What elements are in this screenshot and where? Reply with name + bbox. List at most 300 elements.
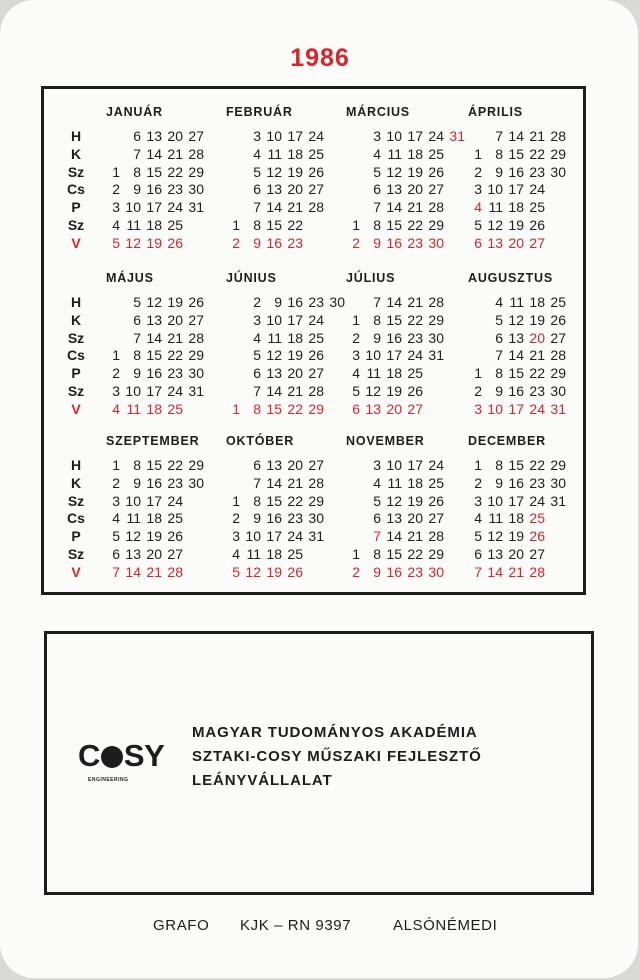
date-cell: 9	[133, 365, 141, 382]
date-cell: 28	[428, 528, 444, 545]
date-cell: 3	[112, 383, 120, 399]
date-cell: 9	[373, 329, 381, 346]
date-cell: 1	[112, 457, 120, 473]
date-cell: 2	[112, 365, 120, 382]
date-cell: 8	[253, 492, 261, 509]
date-cell: 13	[487, 234, 503, 251]
date-cell: 10	[266, 311, 282, 328]
date-cell: 26	[407, 383, 423, 399]
org-line-1: MAGYAR TUDOMÁNYOS AKADÉMIA	[192, 724, 478, 741]
date-cell: 6	[474, 234, 482, 251]
day-label: P	[71, 365, 81, 382]
date-cell: 31	[550, 492, 566, 509]
date-cell: 12	[386, 163, 402, 180]
date-cell: 1	[352, 217, 360, 233]
day-label: Cs	[67, 510, 85, 527]
day-label: Sz	[67, 492, 85, 509]
date-cell: 1	[112, 347, 120, 364]
date-cell: 10	[386, 128, 402, 144]
date-cell: 25	[308, 329, 324, 346]
date-cell: 11	[126, 217, 141, 233]
date-cell: 6	[133, 128, 141, 144]
date-cell: 5	[373, 163, 381, 180]
date-cell: 10	[365, 347, 381, 364]
date-cell: 3	[352, 347, 360, 364]
date-cell: 24	[428, 457, 444, 473]
date-cell: 2	[474, 163, 482, 180]
date-cell: 17	[146, 383, 162, 399]
date-cell: 18	[287, 329, 303, 346]
date-cell: 10	[245, 528, 261, 545]
date-cell: 9	[133, 474, 141, 491]
date-cell: 27	[428, 181, 444, 198]
date-cell: 11	[267, 145, 282, 162]
date-cell: 10	[386, 457, 402, 473]
date-cell: 19	[287, 163, 303, 180]
date-cell: 30	[550, 474, 566, 491]
date-cell: 11	[488, 199, 503, 216]
date-cell: 14	[386, 294, 402, 310]
date-cell: 13	[487, 546, 503, 562]
cosy-logo	[78, 736, 178, 786]
date-cell: 21	[407, 294, 423, 310]
date-cell: 27	[308, 365, 324, 382]
date-cell: 6	[495, 329, 503, 346]
date-cell: 7	[373, 199, 381, 216]
date-cell: 24	[308, 311, 324, 328]
day-label: V	[71, 400, 81, 417]
date-cell: 2	[352, 329, 360, 346]
date-cell: 5	[253, 163, 261, 180]
date-cell: 25	[550, 294, 566, 310]
date-cell: 14	[266, 383, 282, 399]
date-cell: 1	[474, 145, 482, 162]
date-cell: 31	[449, 128, 465, 144]
date-cell: 29	[308, 400, 324, 417]
date-cell: 17	[508, 492, 524, 509]
date-cell: 3	[474, 181, 482, 198]
date-cell: 17	[146, 492, 162, 509]
date-cell: 7	[133, 145, 141, 162]
date-cell: 6	[373, 181, 381, 198]
month-name: JÚNIUS	[226, 271, 277, 285]
date-cell: 6	[253, 365, 261, 382]
date-cell: 18	[407, 145, 423, 162]
date-cell: 20	[146, 546, 162, 562]
date-cell: 15	[146, 347, 162, 364]
date-cell: 11	[126, 400, 141, 417]
date-cell: 15	[508, 145, 524, 162]
footer-code: KJK – RN 9397	[240, 917, 352, 934]
month-name: AUGUSZTUS	[468, 271, 553, 285]
date-cell: 27	[308, 457, 324, 473]
date-cell: 7	[474, 563, 482, 580]
date-cell: 21	[407, 199, 423, 216]
date-cell: 17	[266, 528, 282, 545]
date-cell: 29	[188, 163, 204, 180]
date-cell: 19	[146, 528, 162, 545]
date-cell: 19	[287, 347, 303, 364]
date-cell: 23	[407, 234, 423, 251]
month-name: OKTÓBER	[226, 434, 295, 448]
date-cell: 16	[386, 563, 402, 580]
day-label: P	[71, 199, 81, 216]
date-cell: 11	[246, 546, 261, 562]
date-cell: 20	[529, 329, 545, 346]
month-name: JANUÁR	[106, 105, 163, 119]
date-cell: 23	[308, 294, 324, 310]
date-cell: 7	[495, 347, 503, 364]
date-cell: 19	[407, 163, 423, 180]
date-cell: 17	[386, 347, 402, 364]
date-cell: 3	[253, 311, 261, 328]
date-cell: 26	[167, 234, 183, 251]
date-cell: 21	[529, 128, 545, 144]
date-cell: 5	[232, 563, 240, 580]
date-cell: 24	[529, 181, 545, 198]
date-cell: 3	[232, 528, 240, 545]
date-cell: 14	[266, 199, 282, 216]
date-cell: 22	[407, 217, 423, 233]
date-cell: 12	[125, 234, 141, 251]
day-label: K	[70, 145, 82, 162]
date-cell: 27	[550, 329, 566, 346]
date-cell: 23	[287, 510, 303, 527]
date-cell: 20	[167, 128, 183, 144]
date-cell: 13	[146, 311, 162, 328]
date-cell: 4	[373, 145, 381, 162]
date-cell: 4	[112, 217, 120, 233]
date-cell: 20	[508, 546, 524, 562]
date-cell: 30	[428, 234, 444, 251]
date-cell: 15	[386, 546, 402, 562]
date-cell: 25	[407, 365, 423, 382]
day-label: V	[71, 234, 81, 251]
date-cell: 13	[125, 546, 141, 562]
date-cell: 30	[428, 563, 444, 580]
date-cell: 18	[529, 294, 545, 310]
date-cell: 20	[287, 457, 303, 473]
date-cell: 9	[373, 234, 381, 251]
date-cell: 13	[266, 365, 282, 382]
date-cell: 14	[146, 329, 162, 346]
date-cell: 19	[266, 563, 282, 580]
date-cell: 1	[232, 492, 240, 509]
date-cell: 14	[386, 528, 402, 545]
date-cell: 4	[495, 294, 503, 310]
date-cell: 14	[386, 199, 402, 216]
date-cell: 26	[167, 528, 183, 545]
day-label: K	[70, 474, 82, 491]
date-cell: 8	[253, 400, 261, 417]
logo-subtitle: ENGINEERING	[88, 777, 129, 783]
date-cell: 4	[373, 474, 381, 491]
date-cell: 13	[146, 128, 162, 144]
date-cell: 30	[550, 163, 566, 180]
date-cell: 16	[508, 383, 524, 399]
date-cell: 30	[188, 474, 204, 491]
date-cell: 2	[352, 234, 360, 251]
date-cell: 1	[474, 457, 482, 473]
date-cell: 15	[146, 457, 162, 473]
day-label: Sz	[67, 383, 85, 399]
date-cell: 27	[529, 546, 545, 562]
date-cell: 12	[508, 311, 524, 328]
date-cell: 22	[529, 365, 545, 382]
date-cell: 6	[352, 400, 360, 417]
date-cell: 29	[550, 365, 566, 382]
date-cell: 25	[428, 474, 444, 491]
date-cell: 2	[232, 510, 240, 527]
month-name: FEBRUÁR	[226, 105, 293, 119]
date-cell: 22	[167, 347, 183, 364]
date-cell: 5	[112, 528, 120, 545]
date-cell: 6	[112, 546, 120, 562]
date-cell: 9	[495, 474, 503, 491]
date-cell: 21	[287, 383, 303, 399]
date-cell: 20	[287, 365, 303, 382]
date-cell: 9	[495, 163, 503, 180]
date-cell: 20	[386, 400, 402, 417]
date-cell: 27	[407, 400, 423, 417]
date-cell: 14	[146, 145, 162, 162]
date-cell: 7	[253, 474, 261, 491]
date-cell: 3	[112, 492, 120, 509]
date-cell: 23	[287, 234, 303, 251]
date-cell: 8	[133, 163, 141, 180]
date-cell: 15	[508, 365, 524, 382]
date-cell: 22	[167, 163, 183, 180]
org-line-3: LEÁNYVÁLLALAT	[192, 772, 333, 789]
date-cell: 19	[508, 217, 524, 233]
date-cell: 11	[509, 294, 524, 310]
date-cell: 18	[146, 400, 162, 417]
date-cell: 16	[386, 329, 402, 346]
date-cell: 12	[266, 347, 282, 364]
date-cell: 22	[167, 457, 183, 473]
date-cell: 5	[474, 528, 482, 545]
date-cell: 13	[365, 400, 381, 417]
date-cell: 15	[386, 217, 402, 233]
date-cell: 25	[529, 510, 545, 527]
date-cell: 7	[133, 329, 141, 346]
date-cell: 24	[287, 528, 303, 545]
date-cell: 15	[266, 492, 282, 509]
date-cell: 17	[508, 181, 524, 198]
date-cell: 11	[366, 365, 381, 382]
date-cell: 27	[529, 234, 545, 251]
date-cell: 8	[373, 546, 381, 562]
date-cell: 23	[529, 163, 545, 180]
date-cell: 30	[329, 294, 345, 310]
day-label: Cs	[67, 181, 85, 198]
date-cell: 28	[308, 383, 324, 399]
date-cell: 9	[133, 181, 141, 198]
date-cell: 20	[508, 234, 524, 251]
date-cell: 24	[167, 492, 183, 509]
date-cell: 17	[287, 128, 303, 144]
date-cell: 28	[188, 329, 204, 346]
date-cell: 27	[428, 510, 444, 527]
date-cell: 9	[274, 294, 282, 310]
date-cell: 31	[428, 347, 444, 364]
date-cell: 15	[146, 163, 162, 180]
date-cell: 23	[529, 474, 545, 491]
date-cell: 31	[188, 199, 204, 216]
date-cell: 26	[529, 528, 545, 545]
date-cell: 21	[146, 563, 162, 580]
month-name: DECEMBER	[468, 434, 546, 448]
date-cell: 12	[365, 383, 381, 399]
date-cell: 26	[529, 217, 545, 233]
date-cell: 8	[253, 217, 261, 233]
month-name: ÁPRILIS	[468, 105, 523, 119]
date-cell: 8	[373, 311, 381, 328]
date-cell: 26	[550, 311, 566, 328]
date-cell: 12	[125, 528, 141, 545]
date-cell: 16	[146, 181, 162, 198]
date-cell: 3	[112, 199, 120, 216]
date-cell: 16	[287, 294, 303, 310]
date-cell: 21	[529, 347, 545, 364]
date-cell: 31	[308, 528, 324, 545]
date-cell: 9	[495, 383, 503, 399]
date-cell: 5	[373, 492, 381, 509]
month-name: NOVEMBER	[346, 434, 425, 448]
date-cell: 29	[428, 311, 444, 328]
date-cell: 27	[188, 128, 204, 144]
month-name: JÚLIUS	[346, 271, 396, 285]
date-cell: 6	[253, 457, 261, 473]
date-cell: 22	[407, 311, 423, 328]
date-cell: 5	[112, 234, 120, 251]
date-cell: 22	[287, 217, 303, 233]
date-cell: 17	[146, 199, 162, 216]
date-cell: 20	[407, 181, 423, 198]
date-cell: 20	[407, 510, 423, 527]
date-cell: 20	[167, 311, 183, 328]
date-cell: 2	[253, 294, 261, 310]
date-cell: 31	[188, 383, 204, 399]
day-label: H	[70, 294, 82, 310]
date-cell: 26	[308, 163, 324, 180]
date-cell: 6	[133, 311, 141, 328]
date-cell: 18	[146, 510, 162, 527]
date-cell: 7	[253, 383, 261, 399]
date-cell: 14	[266, 474, 282, 491]
date-cell: 9	[253, 510, 261, 527]
date-cell: 30	[550, 383, 566, 399]
date-cell: 19	[146, 234, 162, 251]
date-cell: 1	[232, 400, 240, 417]
date-cell: 10	[125, 199, 141, 216]
date-cell: 4	[112, 510, 120, 527]
date-cell: 10	[125, 492, 141, 509]
date-cell: 23	[407, 563, 423, 580]
date-cell: 8	[133, 347, 141, 364]
date-cell: 29	[188, 347, 204, 364]
date-cell: 21	[287, 474, 303, 491]
date-cell: 24	[167, 383, 183, 399]
date-cell: 15	[266, 217, 282, 233]
date-cell: 17	[287, 311, 303, 328]
date-cell: 22	[407, 546, 423, 562]
date-cell: 7	[373, 528, 381, 545]
date-cell: 4	[474, 199, 482, 216]
day-label: Sz	[67, 329, 85, 346]
date-cell: 28	[167, 563, 183, 580]
date-cell: 28	[188, 145, 204, 162]
date-cell: 5	[133, 294, 141, 310]
date-cell: 28	[308, 199, 324, 216]
date-cell: 10	[266, 128, 282, 144]
date-cell: 10	[487, 492, 503, 509]
date-cell: 1	[112, 163, 120, 180]
month-name: SZEPTEMBER	[106, 434, 200, 448]
date-cell: 23	[407, 329, 423, 346]
date-cell: 19	[529, 311, 545, 328]
date-cell: 14	[508, 128, 524, 144]
date-cell: 28	[550, 128, 566, 144]
date-cell: 1	[352, 546, 360, 562]
date-cell: 24	[428, 128, 444, 144]
date-cell: 21	[167, 329, 183, 346]
date-cell: 6	[253, 181, 261, 198]
logo-o-icon	[101, 746, 123, 768]
date-cell: 25	[428, 145, 444, 162]
date-cell: 11	[126, 510, 141, 527]
date-cell: 15	[266, 400, 282, 417]
date-cell: 17	[407, 128, 423, 144]
date-cell: 2	[352, 563, 360, 580]
date-cell: 7	[253, 199, 261, 216]
day-label: Sz	[67, 217, 85, 233]
date-cell: 2	[474, 474, 482, 491]
date-cell: 25	[167, 510, 183, 527]
date-cell: 26	[428, 163, 444, 180]
date-cell: 21	[508, 563, 524, 580]
date-cell: 25	[529, 199, 545, 216]
date-cell: 13	[508, 329, 524, 346]
date-cell: 18	[146, 217, 162, 233]
date-cell: 30	[188, 365, 204, 382]
date-cell: 30	[188, 181, 204, 198]
date-cell: 4	[253, 329, 261, 346]
date-cell: 4	[112, 400, 120, 417]
date-cell: 2	[112, 181, 120, 198]
date-cell: 3	[253, 128, 261, 144]
date-cell: 13	[386, 181, 402, 198]
date-cell: 11	[387, 474, 402, 491]
date-cell: 5	[352, 383, 360, 399]
date-cell: 28	[428, 199, 444, 216]
date-cell: 7	[373, 294, 381, 310]
day-label: P	[71, 528, 81, 545]
date-cell: 28	[308, 474, 324, 491]
date-cell: 16	[146, 365, 162, 382]
date-cell: 23	[167, 474, 183, 491]
footer-printer: GRAFO	[153, 917, 210, 934]
date-cell: 29	[428, 546, 444, 562]
date-cell: 29	[308, 492, 324, 509]
date-cell: 15	[386, 311, 402, 328]
date-cell: 26	[287, 563, 303, 580]
date-cell: 23	[167, 365, 183, 382]
date-cell: 1	[474, 365, 482, 382]
date-cell: 25	[167, 400, 183, 417]
date-cell: 5	[474, 217, 482, 233]
date-cell: 15	[508, 457, 524, 473]
